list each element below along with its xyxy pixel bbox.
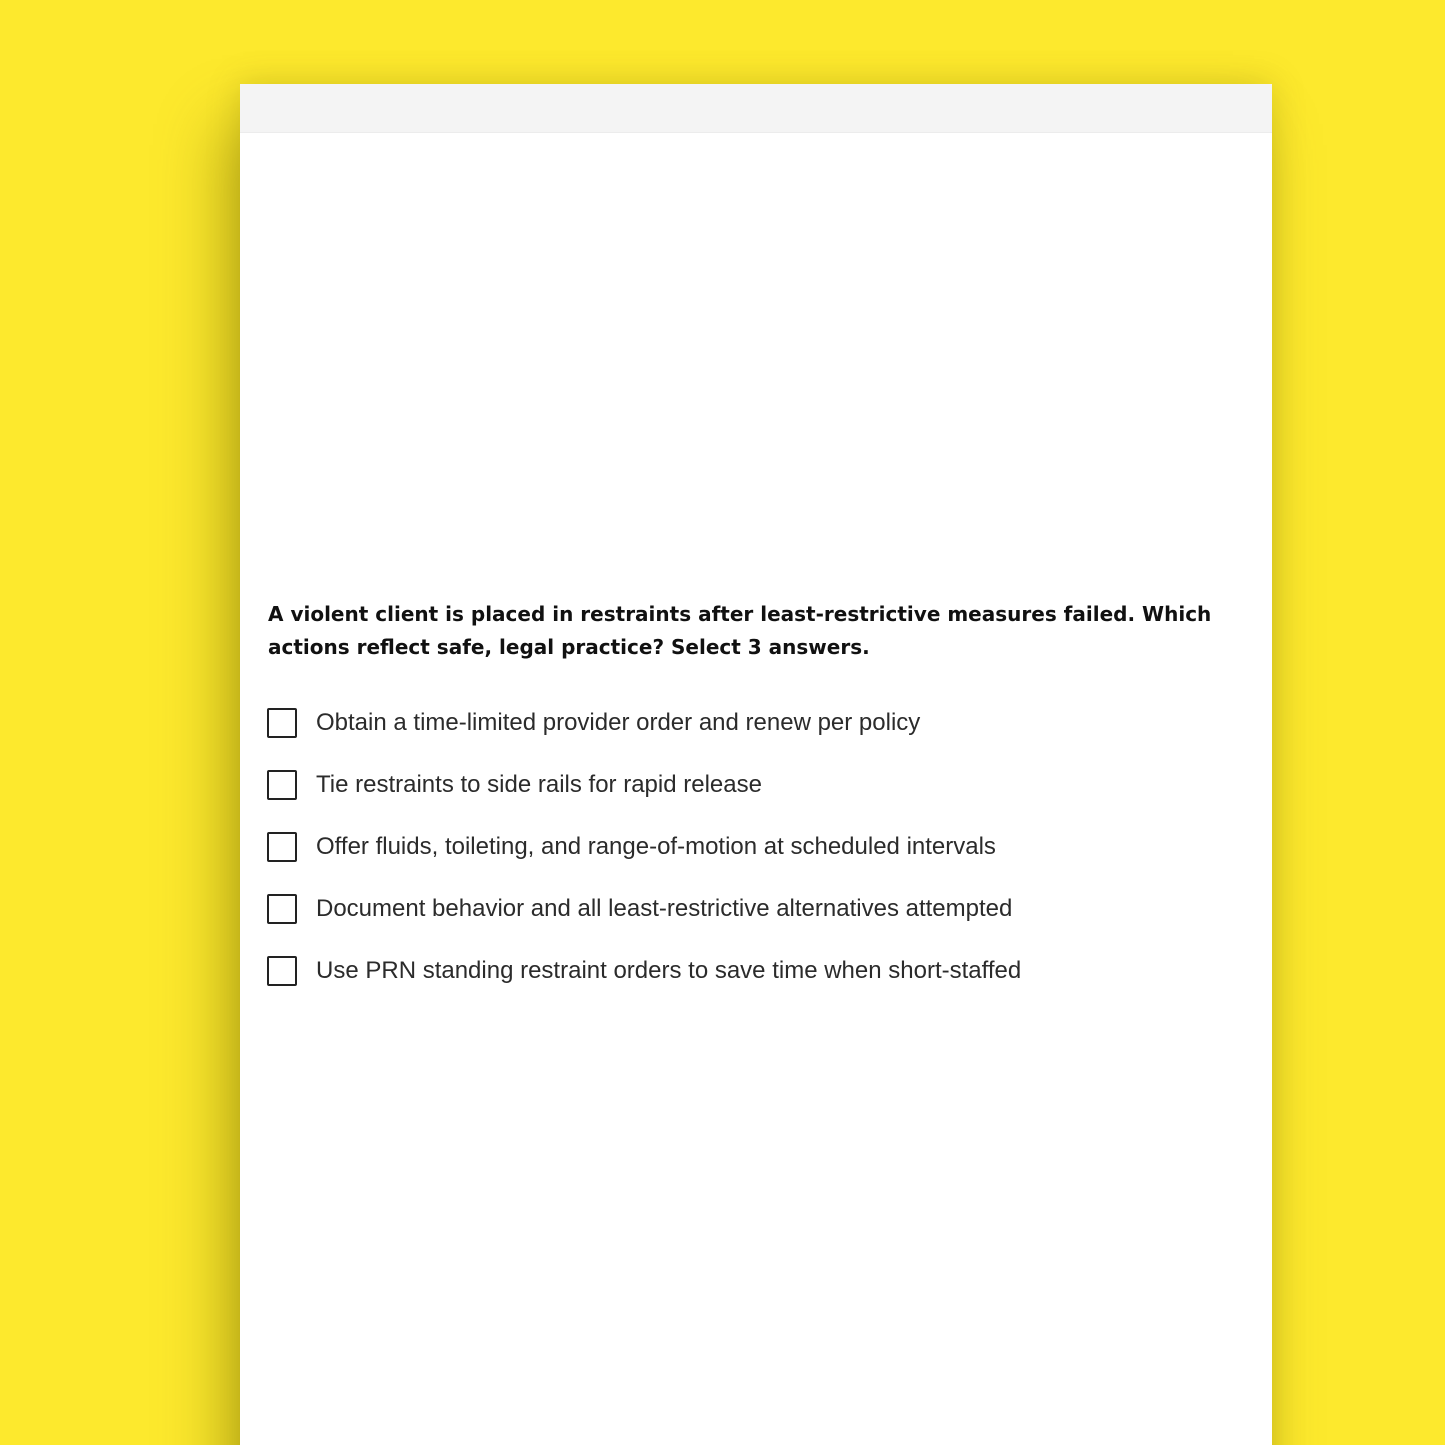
checkbox-icon[interactable] (267, 770, 297, 800)
answer-option-4[interactable] (267, 878, 1227, 940)
answer-options-list (267, 692, 1227, 1002)
answer-option-label: Tie restraints to side rails for rapid release (316, 771, 762, 798)
checkbox-icon[interactable] (267, 894, 297, 924)
checkbox-icon[interactable] (267, 832, 297, 862)
answer-option-3[interactable] (267, 816, 1227, 878)
answer-option-label: Use PRN standing restraint orders to save time when short-staffed (316, 957, 1022, 984)
answer-option-5[interactable] (267, 940, 1227, 1002)
quiz-card (240, 84, 1272, 1445)
answer-option-1[interactable] (267, 692, 1227, 754)
answer-option-label: Offer fluids, toileting, and range-of-motion at scheduled intervals (316, 833, 996, 860)
answer-option-label: Obtain a time-limited provider order and renew per policy (316, 709, 921, 736)
card-header-bar (240, 84, 1272, 133)
checkbox-icon[interactable] (267, 708, 297, 738)
checkbox-icon[interactable] (267, 956, 297, 986)
question-text: A violent client is placed in restraints after least-restrictive measures failed. Which actions reflect safe, legal practice? Select 3 answers. (268, 602, 1212, 659)
answer-option-label: Document behavior and all least-restrictive alternatives attempted (316, 895, 1013, 922)
answer-option-2[interactable] (267, 754, 1227, 816)
